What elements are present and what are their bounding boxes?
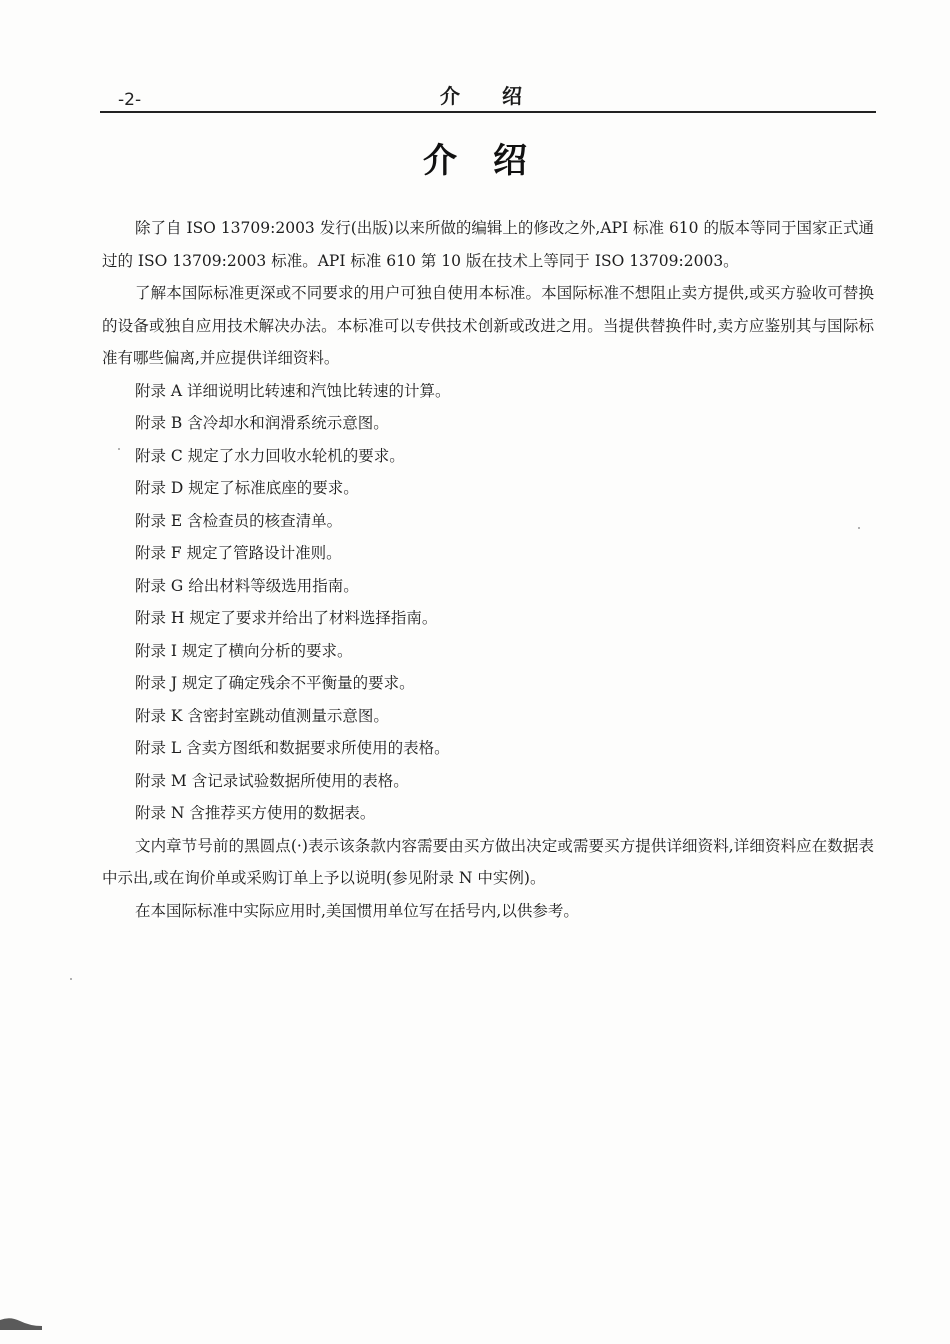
- annex-item-k: 附录 K 含密封室跳动值测量示意图。: [135, 706, 389, 725]
- annex-item-l: 附录 L 含卖方图纸和数据要求所使用的表格。: [135, 739, 450, 757]
- annex-item-c: 附录 C 规定了水力回收水轮机的要求。: [135, 446, 405, 465]
- annex-item-e: 附录 E 含检查员的核查清单。: [135, 511, 343, 530]
- scan-speck: [858, 527, 860, 529]
- paragraph-4: 在本国际标准中实际应用时,美国惯用单位写在括号内,以供参考。: [135, 901, 579, 920]
- annex-item-i: 附录 I 规定了横向分析的要求。: [135, 641, 353, 660]
- annex-item-d: 附录 D 规定了标准底座的要求。: [135, 479, 359, 497]
- annex-list: [102, 375, 874, 830]
- running-header: [100, 78, 876, 112]
- header-rule: [100, 111, 876, 113]
- body-text: [102, 212, 874, 927]
- annex-item-m: 附录 M 含记录试验数据所使用的表格。: [135, 771, 409, 790]
- chapter-title: 介绍: [423, 141, 563, 181]
- scan-speck: [118, 448, 120, 450]
- scan-speck: [70, 978, 72, 980]
- scan-edge-mark: [0, 1308, 42, 1330]
- paragraph-2: 了解本国际标准更深或不同要求的用户可独自使用本标准。本国际标准不想阻止卖方提供,或买方验收可替换的设备或独自应用技术解决办法。本标准可以专供技术创新或改进之用。当提供替换件时,卖方应鉴别其与国际标准有哪些偏离,并应提供详细资料。: [102, 284, 874, 367]
- annex-item-b: 附录 B 含冷却水和润滑系统示意图。: [135, 414, 389, 432]
- annex-item-g: 附录 G 给出材料等级选用指南。: [135, 576, 359, 595]
- paragraph-3: 文内章节号前的黑圆点(·)表示该条款内容需要由买方做出决定或需要买方提供详细资料,详细资料应在数据表中示出,或在询价单或采购订单上予以说明(参见附录 N 中实例)。: [102, 836, 874, 887]
- annex-item-a: 附录 A 详细说明比转速和汽蚀比转速的计算。: [135, 381, 451, 400]
- annex-item-n: 附录 N 含推荐买方使用的数据表。: [135, 804, 376, 822]
- annex-item-h: 附录 H 规定了要求并给出了材料选择指南。: [135, 609, 438, 627]
- page-number: -2-: [118, 90, 142, 110]
- annex-item-j: 附录 J 规定了确定残余不平衡量的要求。: [135, 674, 415, 692]
- annex-item-f: 附录 F 规定了管路设计准则。: [135, 544, 342, 562]
- running-title: 介绍: [440, 84, 564, 108]
- paragraph-1: 除了自 ISO 13709:2003 发行(出版)以来所做的编辑上的修改之外,API 标准 610 的版本等同于国家正式通过的 ISO 13709:2003 标准。API 标准 610 第 10 版在技术上等同于 ISO 13709:2003。: [102, 219, 874, 270]
